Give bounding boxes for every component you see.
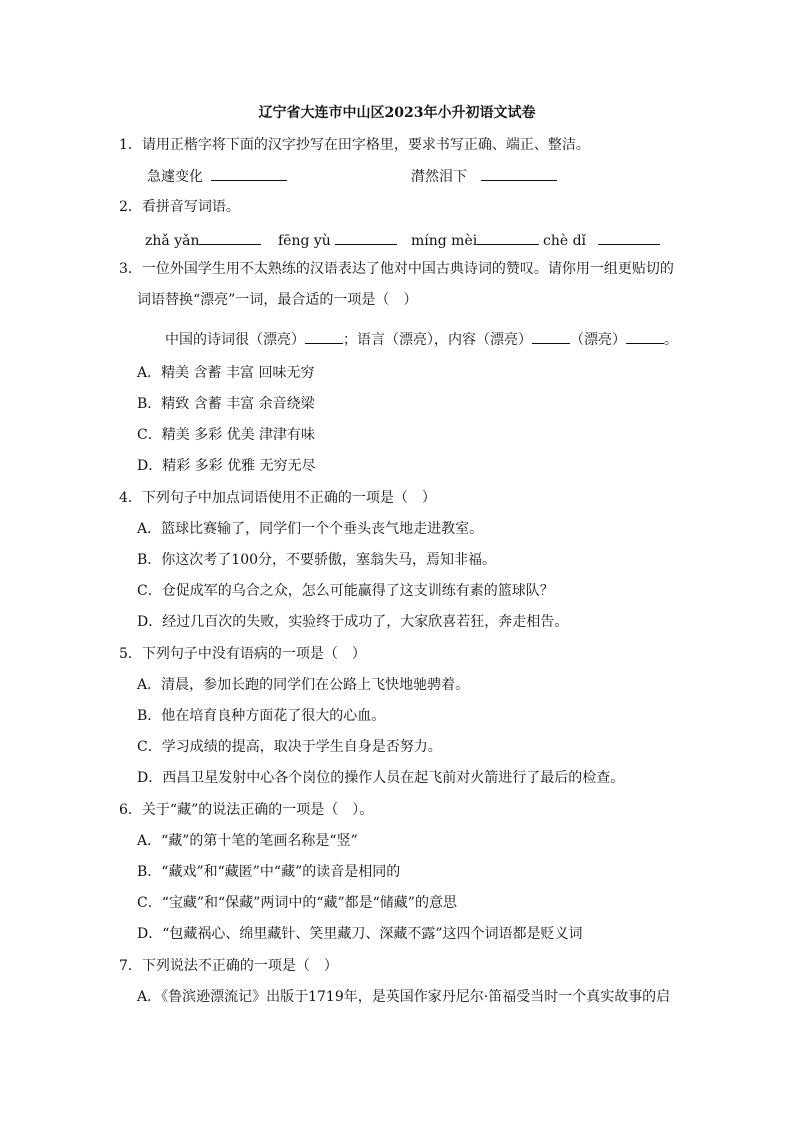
question-5-stem: 5．下列句子中没有语病的一项是（ ）	[119, 646, 366, 662]
q3-sentence-part1: 中国的诗词很（漂亮）	[165, 332, 305, 348]
q5-option-a[interactable]: A．清晨，参加长跑的同学们在公路上飞快地驰骋着。	[137, 677, 470, 693]
q6-option-d[interactable]: D．“包藏祸心、绵里藏针、笑里藏刀、深藏不露”这四个词语都是贬义词	[137, 926, 583, 942]
q5-option-d[interactable]: D．西昌卫星发射中心各个岗位的操作人员在起飞前对火箭进行了最后的检查。	[137, 770, 625, 786]
q3-sentence-part3: （漂亮）	[570, 332, 626, 348]
q7-option-a-line1[interactable]: A．《鲁滨逊漂流记》出版于1719年，是英国作家丹尼尔·笛福受当时一个真实故事的启	[137, 989, 671, 1005]
q4-option-b[interactable]: B．你这次考了100分，不要骄傲，塞翁失马，焉知非福。	[137, 552, 497, 568]
q4-option-c[interactable]: C．仓促成军的乌合之众，怎么可能赢得了这支训练有素的篮球队？	[137, 583, 554, 599]
q1-blank-1	[211, 166, 287, 181]
pinyin-blank-3	[477, 230, 539, 245]
pinyin-blank-2	[335, 230, 397, 245]
q3-sentence-part2: ；语言（漂亮），内容（漂亮）	[343, 332, 532, 348]
q3-option-a[interactable]: A．精美 含蓄 丰富 回味无穷	[137, 365, 315, 381]
question-6-stem: 6．关于“藏”的说法正确的一项是（ ）。	[119, 802, 374, 818]
pinyin-blank-4	[598, 230, 660, 245]
q3-blank-3	[626, 329, 664, 344]
q3-blank-1	[305, 329, 343, 344]
question-3-stem-line1: 3．一位外国学生用不太熟练的汉语表达了他对中国古典诗词的赞叹。请你用一组更贴切的	[119, 261, 674, 277]
q3-sentence-end: 。	[664, 332, 678, 348]
q5-option-c[interactable]: C．学习成绩的提高，取决于学生自身是否努力。	[137, 739, 442, 755]
q3-option-b[interactable]: B．精致 含蓄 丰富 余音绕梁	[137, 396, 315, 412]
q6-option-a[interactable]: A．“藏”的第十笔的笔画名称是“竖”	[137, 833, 358, 849]
q3-option-d[interactable]: D．精彩 多彩 优雅 无穷无尽	[137, 458, 316, 474]
pinyin-3: míng mèi	[411, 233, 478, 249]
q1-word-1: 急遽变化	[147, 169, 203, 185]
exam-title: 辽宁省大连市中山区2023年小升初语文试卷	[258, 105, 536, 121]
q6-option-b[interactable]: B．“藏戏”和“藏匿”中“藏”的读音是相同的	[137, 864, 401, 880]
pinyin-item-1	[145, 230, 261, 250]
q3-option-c[interactable]: C．精美 多彩 优美 津津有味	[137, 427, 316, 443]
pinyin-item-3	[411, 230, 539, 250]
question-7-stem: 7．下列说法不正确的一项是（ ）	[119, 958, 338, 974]
pinyin-2: fēng yù	[278, 233, 331, 249]
q1-word-2: 潸然泪下	[411, 169, 467, 185]
q3-blank-2	[532, 329, 570, 344]
q6-option-c[interactable]: C．“宝藏”和“保藏”两词中的“藏”都是“储藏”的意思	[137, 895, 457, 911]
q4-option-a[interactable]: A．篮球比赛输了，同学们一个个垂头丧气地走进教室。	[137, 521, 484, 537]
question-1-words-2	[411, 166, 557, 186]
question-1-stem: 1．请用正楷字将下面的汉字抄写在田字格里，要求书写正确、端正、整洁。	[119, 137, 590, 153]
pinyin-item-2	[278, 230, 397, 250]
question-2-stem: 2．看拼音写词语。	[119, 199, 240, 215]
question-3-sentence	[165, 329, 678, 349]
q5-option-b[interactable]: B．他在培育良种方面花了很大的心血。	[137, 708, 386, 724]
q4-option-d[interactable]: D．经过几百次的失败，实验终于成功了，大家欣喜若狂，奔走相告。	[137, 614, 569, 630]
question-1-words	[147, 166, 287, 186]
question-4-stem: 4．下列句子中加点词语使用不正确的一项是（ ）	[119, 490, 436, 506]
question-3-stem-line2: 词语替换“漂亮”一词，最合适的一项是（ ）	[137, 292, 418, 308]
pinyin-item-4	[543, 230, 660, 250]
q1-blank-2	[481, 166, 557, 181]
pinyin-1: zhǎ yǎn	[145, 233, 200, 249]
pinyin-blank-1	[199, 230, 261, 245]
pinyin-4: chè dǐ	[543, 233, 587, 249]
